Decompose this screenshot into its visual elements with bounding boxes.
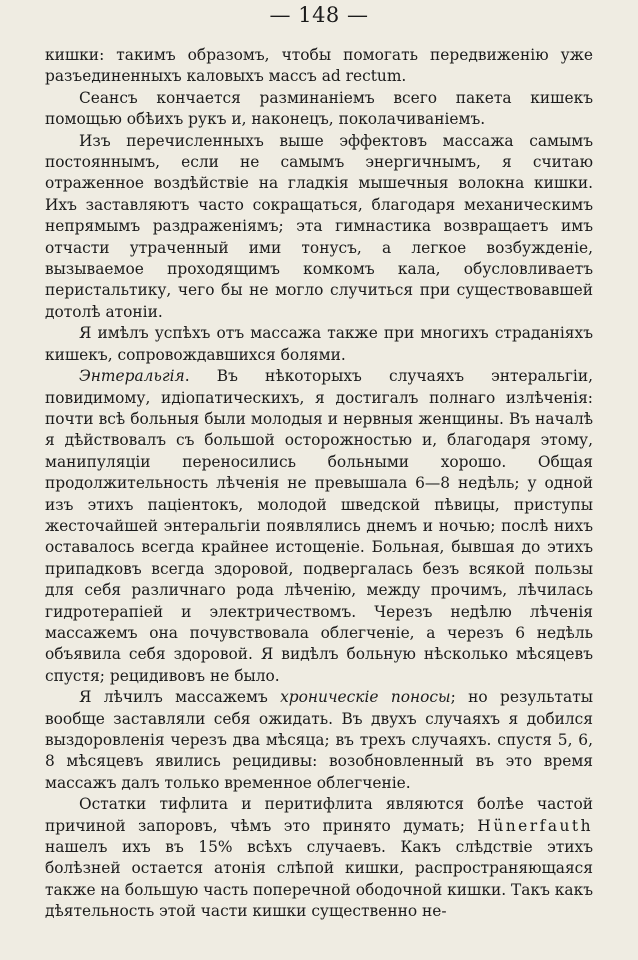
paragraph-7-text-start: Остатки тифлита и перитифлита являются болѣе частой причиной запоровъ, чѣмъ это принято думать; xyxy=(45,795,593,835)
paragraph-2-text: Сеансъ кончается разминаніемъ всего пакета кишекъ помощью обѣихъ рукъ и, наконецъ, поколачиваніемъ. xyxy=(45,88,593,129)
paragraph-2 xyxy=(45,88,593,131)
paragraph-4-text: Я имѣлъ успѣхъ отъ массажа также при многихъ страданіяхъ кишекъ, сопровождавшихся болями. xyxy=(45,324,593,364)
paragraph-1-text: кишки: такимъ образомъ, чтобы помогать передвиженію уже разъединенныхъ каловыхъ массъ ad rectum. xyxy=(45,46,593,86)
paragraph-4 xyxy=(45,323,593,366)
paragraph-7-text-end: нашелъ ихъ въ 15% всѣхъ случаевъ. Какъ слѣдствіе этихъ болѣзней остается атонія слѣпой кишки, распространяющаяся также на большую часть поперечной ободочной кишки. Такъ какъ дѣятельность этой части кишки существенно не- xyxy=(45,838,593,921)
author-name: Hünerfauth xyxy=(477,816,593,835)
page-body xyxy=(45,45,593,923)
paragraph-1 xyxy=(45,45,593,88)
section-term-enteralgia: Энтеральгія xyxy=(79,367,185,386)
page-number: — 148 — xyxy=(269,3,369,27)
paragraph-7 xyxy=(45,794,593,922)
paragraph-3-text: Изъ перечисленныхъ выше эффектовъ массажа самымъ постояннымъ, если не самымъ энергичнымъ, я считаю отраженное воздѣйствіе на гладкія мышечныя волокна кишки. Ихъ заставляютъ часто сокращаться, благодаря механическимъ непрямымъ раздраженіямъ; эта гимнастика возвращаетъ имъ отчасти утраченный ими тонусъ, а легкое возбужденіе, вызываемое проходящимъ комкомъ кала, обусловливаетъ перистальтику, чего бы не могло случиться при существовавшей дотолѣ атоніи. xyxy=(45,131,593,321)
paragraph-5-text: . Въ нѣкоторыхъ случаяхъ энтеральгіи, повидимому, идіопатическихъ, я достигалъ полнаго излѣченія: почти всѣ больныя были молодыя и нервныя женщины. Въ началѣ я дѣйствовалъ съ большой осторожностью и, благодаря этому, манипуляціи переносились больными хорошо. Общая продолжительность лѣченія не превышала 6—8 недѣль; у одной изъ этихъ паціентокъ, молодой шведской пѣвицы, приступы жесточайшей энтеральгіи появлялись днемъ и ночью; послѣ нихъ оставалось всегда крайнее истощеніе. Больная, бывшая до этихъ припадковъ всегда здоровой, подвергалась безъ всякой пользы для себя различнаго рода лѣченію, между прочимъ, лѣчилась гидротерапіей и электричествомъ. Черезъ недѣлю лѣченія массажемъ она почувствовала облегченіе, а черезъ 6 недѣль объявила себя здоровой. Я видѣлъ больную нѣсколько мѣсяцевъ спустя; рецидивовъ не было. xyxy=(45,367,593,685)
paragraph-6-text-start: Я лѣчилъ массажемъ xyxy=(79,688,281,707)
paragraph-6 xyxy=(45,687,593,794)
paragraph-3 xyxy=(45,131,593,324)
paragraph-5 xyxy=(45,366,593,687)
book-page xyxy=(45,0,593,960)
paragraph-6-text-end: ; но результаты вообще заставляли себя ожидать. Въ двухъ случаяхъ я добился выздоровленія черезъ два мѣсяца; въ трехъ случаяхъ. спустя 5, 6, 8 мѣсяцевъ явились рецидивы: возобновленный въ это время массажъ далъ только временное облегченіе. xyxy=(45,688,593,792)
term-chronic-diarrhea: хроническіе поносы xyxy=(280,688,451,707)
